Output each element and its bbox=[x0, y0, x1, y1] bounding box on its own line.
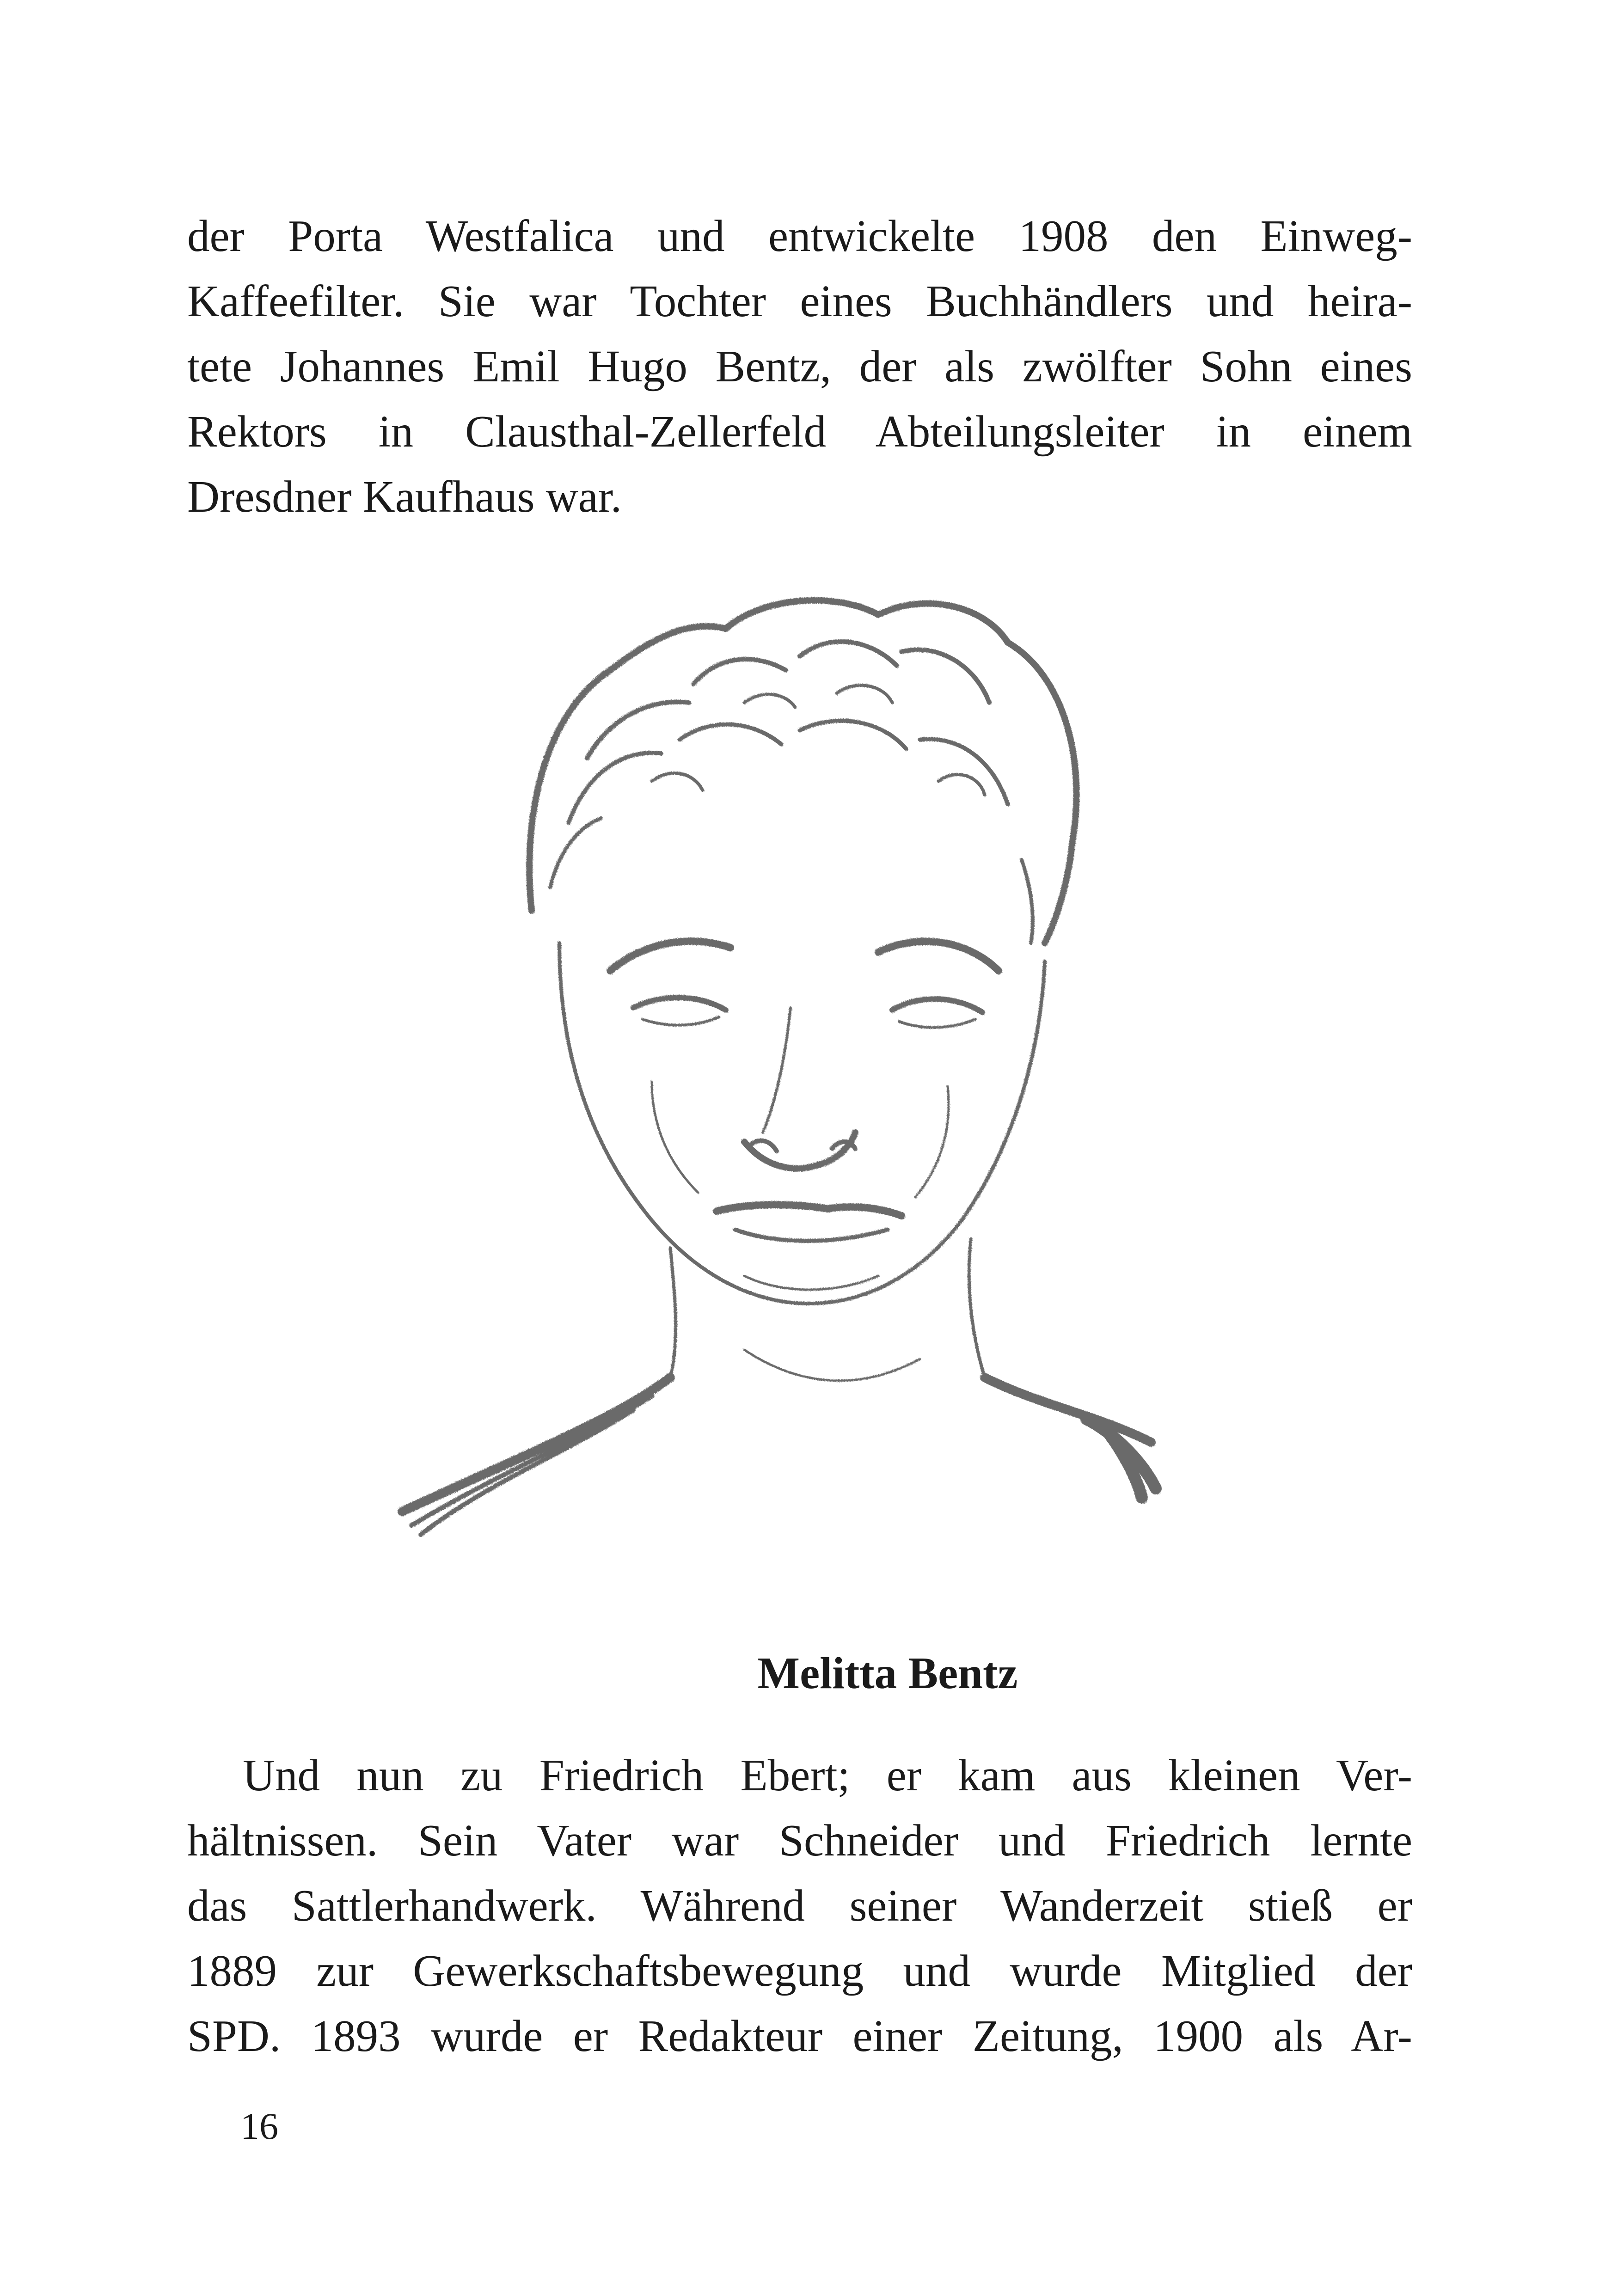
right-shoulder bbox=[985, 1378, 1151, 1442]
mouth-upper bbox=[717, 1205, 901, 1216]
text-line: Kaffeefilter. Sie war Tochter eines Buchhändlers und heira- bbox=[187, 276, 1412, 326]
figure-caption: Melitta Bentz bbox=[757, 1648, 1018, 1698]
text-line: tete Johannes Emil Hugo Bentz, der als zwölfter Sohn eines bbox=[187, 342, 1412, 391]
neck-left bbox=[670, 1248, 676, 1378]
text-line: der Porta Westfalica und entwickelte 1908 den Einweg- bbox=[187, 211, 1412, 261]
right-eye bbox=[892, 999, 982, 1012]
mouth-lower bbox=[735, 1230, 888, 1241]
hair-stroke bbox=[726, 600, 1008, 643]
chin-shade bbox=[744, 1276, 878, 1290]
page-number: 16 bbox=[240, 2105, 278, 2147]
nose-tip bbox=[744, 1133, 855, 1169]
collar-line bbox=[744, 1350, 920, 1381]
text-line: das Sattlerhandwerk. Während seiner Wanderzeit stieß er bbox=[187, 1881, 1412, 1930]
hair-stroke bbox=[550, 818, 1033, 943]
nostril bbox=[749, 1141, 855, 1151]
left-eye-lower bbox=[643, 1017, 719, 1025]
text-line: Und nun zu Friedrich Ebert; er kam aus kleinen Ver- bbox=[243, 1751, 1412, 1800]
hair-stroke bbox=[1008, 643, 1077, 943]
portrait-sketch bbox=[393, 564, 1248, 1595]
right-eyebrow bbox=[878, 942, 999, 971]
text-line: SPD. 1893 wurde er Redakteur einer Zeitung, 1900 als Ar- bbox=[187, 2011, 1412, 2061]
paragraph-bottom bbox=[187, 1743, 1412, 2069]
neck-right bbox=[969, 1239, 985, 1378]
paragraph-top bbox=[187, 203, 1412, 529]
text-line: Rektors in Clausthal-Zellerfeld Abteilungsleiter in einem bbox=[187, 407, 1412, 456]
hair-stroke bbox=[569, 721, 1008, 823]
left-eye bbox=[633, 998, 726, 1010]
nose-bridge bbox=[763, 1008, 791, 1133]
text-line: Dresdner Kaufhaus war. bbox=[187, 472, 622, 521]
cheek-line bbox=[915, 1086, 949, 1197]
hair-stroke bbox=[529, 626, 726, 911]
left-shoulder-shade bbox=[411, 1396, 652, 1535]
face-outline bbox=[559, 943, 1045, 1304]
left-shoulder bbox=[402, 1378, 670, 1512]
right-eye-lower bbox=[899, 1019, 975, 1028]
text-line: 1889 zur Gewerkschaftsbewegung und wurde Mitglied der bbox=[187, 1946, 1412, 1996]
text-line: hältnissen. Sein Vater war Schneider und Friedrich lernte bbox=[187, 1816, 1412, 1865]
cheek-line bbox=[652, 1082, 698, 1193]
left-eyebrow bbox=[610, 941, 730, 971]
